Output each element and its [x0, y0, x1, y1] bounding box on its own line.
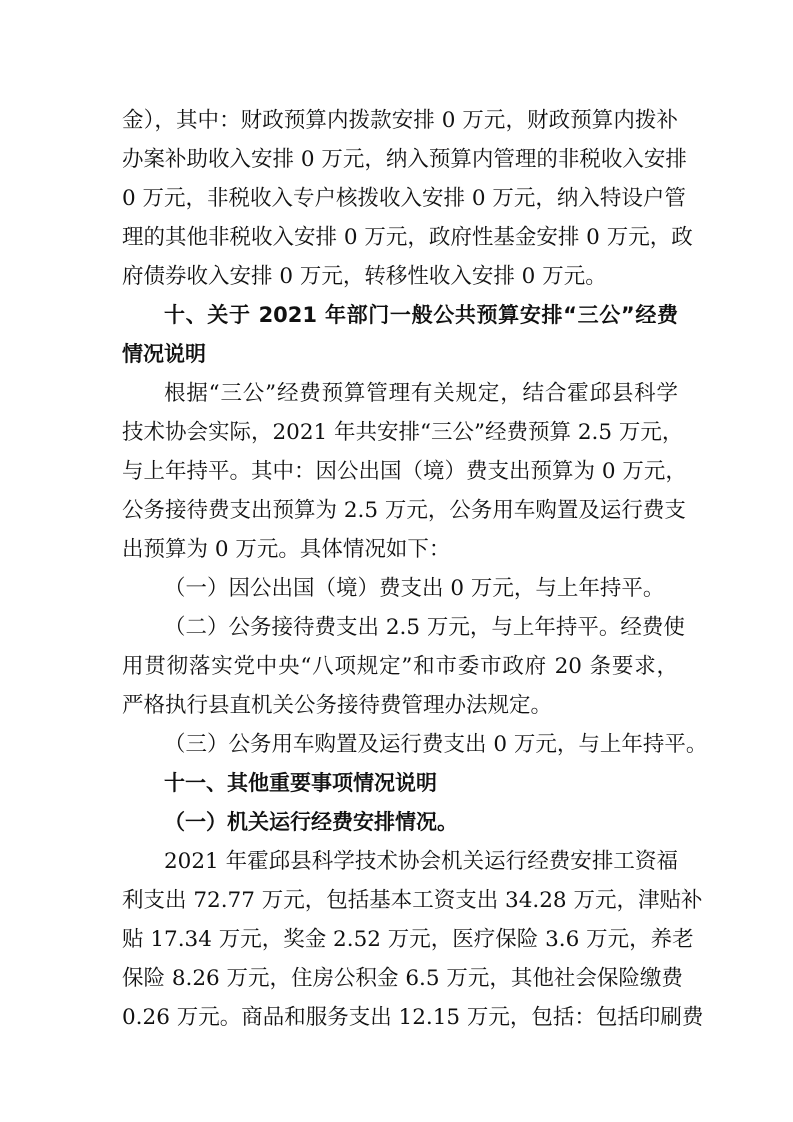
text-line: 公务接待费支出预算为 2.5 万元，公务用车购置及运行费支 [122, 498, 686, 523]
text-line: 办案补助收入安排 0 万元，纳入预算内管理的非税收入安排 [122, 147, 687, 172]
text-line: 用贯彻落实党中央“八项规定”和市委市政府 20 条要求， [122, 654, 678, 679]
section-heading [122, 764, 678, 803]
text-line: 贴 17.34 万元，奖金 2.52 万元，医疗保险 3.6 万元，养老 [122, 927, 694, 952]
text-line: （三）公务用车购置及运行费支出 0 万元，与上年持平。 [164, 732, 708, 757]
text-line: 0 万元，非税收入专户核拨收入安排 0 万元，纳入特设户管 [122, 186, 686, 211]
section-heading [122, 803, 678, 842]
body-paragraph [122, 569, 678, 608]
text-line: 金），其中：财政预算内拨款安排 0 万元，财政预算内拨补 [122, 108, 678, 133]
text-line: 根据“三公”经费预算管理有关规定，结合霍邱县科学 [164, 381, 678, 406]
heading-line: 十一、其他重要事项情况说明 [164, 771, 437, 795]
text-line: 与上年持平。其中：因公出国（境）费支出预算为 0 万元， [122, 459, 687, 484]
text-line: （一）因公出国（境）费支出 0 万元，与上年持平。 [164, 576, 665, 601]
heading-line: 十、关于 2021 年部门一般公共预算安排“三公”经费 [164, 303, 678, 327]
text-line: 理的其他非税收入安排 0 万元，政府性基金安排 0 万元，政 [122, 225, 693, 250]
text-line: 技术协会实际，2021 年共安排“三公”经费预算 2.5 万元， [122, 420, 684, 445]
section-heading [122, 296, 678, 374]
text-line: 出预算为 0 万元。具体情况如下： [122, 537, 451, 562]
body-paragraph [122, 725, 708, 764]
text-line: （二）公务接待费支出 2.5 万元，与上年持平。经费使 [164, 615, 685, 640]
heading-line: （一）机关运行经费安排情况。 [164, 810, 458, 834]
document-body [122, 101, 708, 1037]
text-line: 保险 8.26 万元，住房公积金 6.5 万元，其他社会保险缴费 [122, 966, 683, 991]
text-line: 严格执行县直机关公务接待费管理办法规定。 [122, 693, 553, 718]
body-paragraph [122, 842, 704, 1037]
body-paragraph [122, 374, 687, 569]
body-paragraph [122, 608, 685, 725]
heading-line: 情况说明 [122, 342, 206, 366]
text-line: 利支出 72.77 万元，包括基本工资支出 34.28 万元，津贴补 [122, 888, 703, 913]
text-line: 2021 年霍邱县科学技术协会机关运行经费安排工资福 [164, 849, 678, 874]
text-line: 府债券收入安排 0 万元，转移性收入安排 0 万元。 [122, 264, 607, 289]
text-line: 0.26 万元。商品和服务支出 12.15 万元，包括：包括印刷费 [122, 1005, 704, 1030]
body-paragraph [122, 101, 693, 296]
